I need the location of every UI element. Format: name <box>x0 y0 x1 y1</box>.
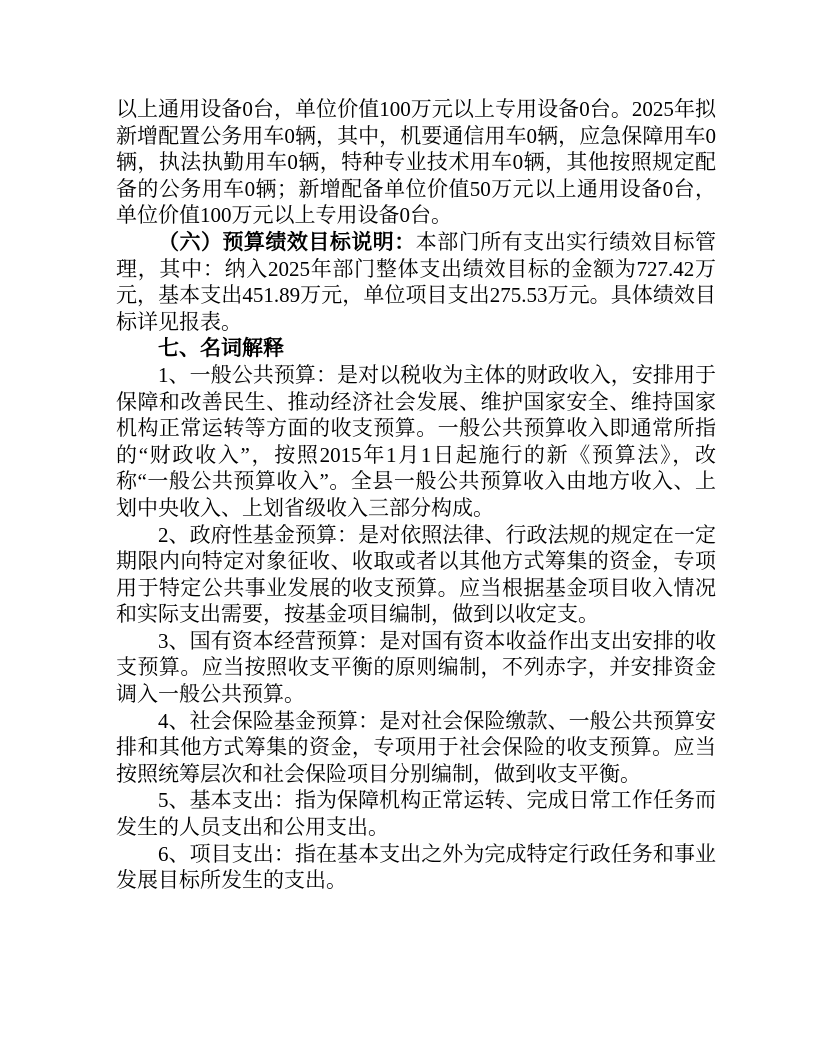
term-social-insurance-budget: 4、社会保险基金预算：是对社会保险缴款、一般公共预算安排和其他方式筹集的资金，专项用于社会保险的收支预算。应当按照统筹层次和社会保险项目分别编制，做到收支平衡。 <box>116 708 716 786</box>
glossary-section-heading: 七、名词解释 <box>158 336 284 361</box>
term-basic-expenditure: 5、基本支出：指为保障机构正常运转、完成日常工作任务而发生的人员支出和公用支出。 <box>116 788 716 840</box>
paragraph-asset-vehicle-continuation: 以上通用设备0台，单位价值100万元以上专用设备0台。2025年拟新增配置公务用车0辆，其中，机要通信用车0辆，应急保障用车0辆，执法执勤用车0辆，特种专业技术用车0辆，其他按照规定配备的公务用车0辆；新增配备单位价值50万元以上通用设备0台，单位价值100万元以上专用设备0台。 <box>116 97 716 228</box>
budget-performance-body: 本部门所有支出实行绩效目标管理，其中：纳入2025年部门整体支出绩效目标的金额为727.42万元，基本支出451.89万元，单位项目支出275.53万元。具体绩效目标详见报表。 <box>116 229 717 334</box>
term-government-fund-budget: 2、政府性基金预算：是对依照法律、行政法规的规定在一定期限内向特定对象征收、收取或者以其他方式筹集的资金，专项用于特定公共事业发展的收支预算。应当根据基金项目收入情况和实际支出需要，按基金项目编制，做到以收定支。 <box>116 522 716 627</box>
term-project-expenditure: 6、项目支出：指在基本支出之外为完成特定行政任务和事业发展目标所发生的支出。 <box>116 841 716 893</box>
term-state-capital-budget: 3、国有资本经营预算：是对国有资本收益作出支出安排的收支预算。应当按照收支平衡的原则编制，不列赤字，并安排资金调入一般公共预算。 <box>116 628 716 707</box>
term-general-public-budget: 1、一般公共预算：是对以税收为主体的财政收入，安排用于保障和改善民生、推动经济社会发展、维护国家安全、维持国家机构正常运转等方面的收支预算。一般公共预算收入即通常所指的“财政收入”，按照2015年1月1日起施行的新《预算法》，改称“一般公共预算收入”。全县一般公共预算收入由地方收入、上划中央收入、上划省级收入三部分构成。 <box>116 362 716 520</box>
budget-performance-lead: （六）预算绩效目标说明： <box>158 229 416 254</box>
paragraph-budget-performance <box>116 229 716 335</box>
